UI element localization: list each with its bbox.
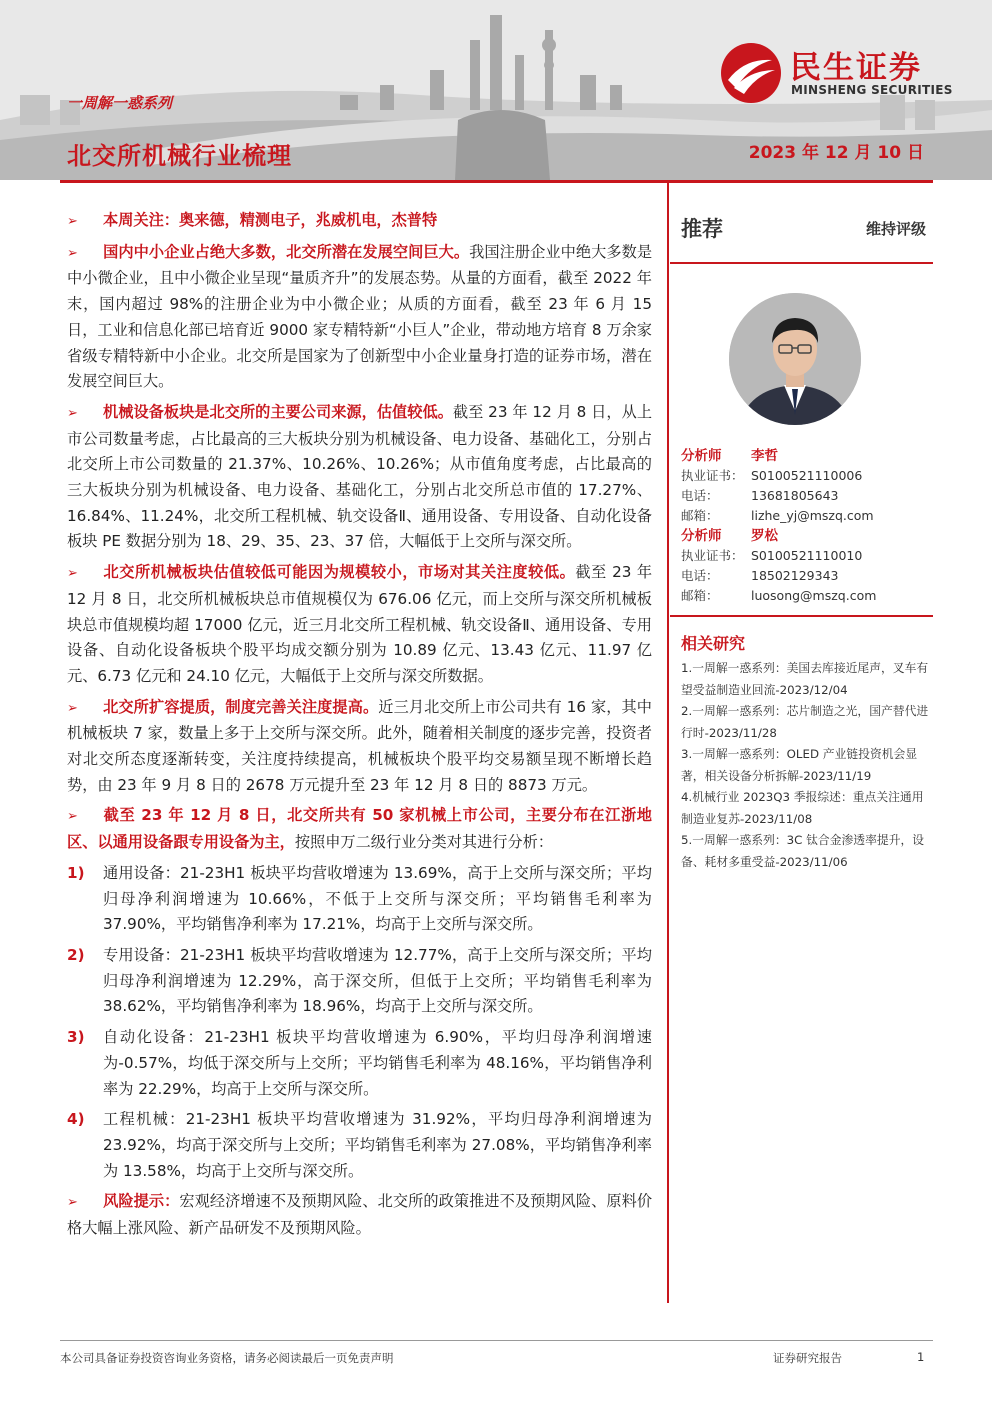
related-item[interactable]: 1.一周解一惑系列：美国去库接近尾声，叉车有望受益制造业回流-2023/12/04	[681, 661, 929, 697]
arrow-bullet-icon: ➢	[67, 809, 78, 825]
arrow-bullet-icon: ➢	[67, 214, 78, 229]
footer-doc-type: 证券研究报告	[773, 1351, 842, 1365]
paragraph-risk: ➢ 风险提示：宏观经济增速不及预期风险、北交所的政策推进不及预期风险、原料价格大幅上涨风险、新产品研发不及预期风险。	[67, 1192, 652, 1238]
related-item[interactable]: 4.机械行业 2023Q3 季报综述：重点关注通用制造业复苏-2023/11/08	[681, 790, 924, 826]
list-item: 3) 自动化设备：21-23H1 板块平均营收增速为 6.90%，平均归母净利润增速为-0.57%，均低于深交所与上交所；平均销售毛利率为 48.16%，平均销售净利率为 22.29%，均高于上交所与深交所。	[67, 1028, 652, 1098]
company-logo	[720, 40, 965, 110]
paragraph-expansion: ➢ 北交所扩容提质，制度完善关注度提高。近三月北交所上市公司共有 16 家，其中机械板块 7 家，数量上多于上交所与深交所。此外，随着相关制度的逐步完善，投资者对北交所态度逐渐转变，关注度持续提高，机械板块个股平均交易额呈现不断增长趋势，由 23 年 9 月 8 日的 2678 万元提升至 23 年 12 月 8 日的 8873 万元。	[67, 697, 652, 794]
analyst-photo	[729, 293, 861, 425]
paragraph-focus: ➢ 本周关注：奥来德，精测电子，兆威机电，杰普特	[67, 208, 652, 235]
sidebar-divider	[670, 615, 933, 617]
footer-divider	[60, 1340, 933, 1341]
main-content	[67, 208, 652, 1247]
analyst-1-email[interactable]: 邮箱： lizhe_yj@mszq.com	[681, 508, 874, 523]
logo-chinese-text: 民生证券	[790, 50, 922, 86]
report-title: 北交所机械行业梳理	[67, 142, 292, 170]
column-divider	[667, 183, 669, 1303]
list-item: 4) 工程机械：21-23H1 板块平均营收增速为 31.92%，平均归母净利润增速为 23.92%，均高于深交所与上交所；平均销售毛利率为 27.08%，平均销售净利率为 13.58%，均高于上交所与深交所。	[67, 1110, 652, 1180]
arrow-bullet-icon: ➢	[67, 245, 78, 261]
paragraph-sme: ➢ 国内中小企业占绝大多数，北交所潜在发展空间巨大。我国注册企业中绝大多数是中小微企业，且中小微企业呈现“量质齐升”的发展态势。从量的方面看，截至 2022 年末，国内超过 98%的注册企业为中小微企业；从质的方面看，截至 23 年 6 月 15 日，工业和信息化部已培育近 9000 家专精特新“小巨人”企业，带动地方培育 8 万余家省级专精特新中小企业。北交所是国家为了创新型中小企业量身打造的证券市场，潜在发展空间巨大。	[67, 242, 652, 391]
header-divider	[60, 180, 933, 183]
related-item[interactable]: 5.一周解一惑系列：3C 钛合金渗透率提升，设备、耗材多重受益-2023/11/06	[681, 833, 925, 869]
arrow-bullet-icon: ➢	[67, 1195, 78, 1211]
paragraph-valuation: ➢ 机械设备板块是北交所的主要公司来源，估值较低。截至 23 年 12 月 8 日，从上市公司数量考虑，占比最高的三大板块分别为机械设备、电力设备、基础化工，分别占北交所上市公司数量的 21.37%、10.26%、10.26%；从市值角度考虑，占比最高的三大板块分别为机械设备、电力设备、基础化工，分别占北交所总市值的 17.27%、16.84%、11.24%，北交所工程机械、轨交设备Ⅱ、通用设备、专用设备、自动化设备板块 PE 数据分别为 18、29、35、23、37 倍，大幅低于上交所与深交所。	[67, 402, 653, 551]
report-series: 一周解一惑系列	[67, 94, 173, 112]
sidebar-divider	[670, 262, 933, 264]
list-item: 2) 专用设备：21-23H1 板块平均营收增速为 12.77%，高于上交所与深交所；平均归母净利润增速为 12.29%，高于深交所，但低于上交所；平均销售毛利率为 38.62%，平均销售净利率为 18.96%，均高于上交所与深交所。	[67, 945, 652, 1016]
paragraph-scale: ➢ 北交所机械板块估值较低可能因为规模较小，市场对其关注度较低。截至 23 年 12 月 8 日，北交所机械板块总市值规模仅为 676.06 亿元，而上交所与深交所机械板块总市值规模均超 17000 亿元，近三月北交所工程机械、轨交设备Ⅱ、通用设备、专用设备、自动化设备板块个股平均成交额分别为 10.89 亿元、13.43 亿元、11.97 亿元、6.73 亿元和 24.10 亿元，大幅低于上交所与深交所数据。	[67, 563, 653, 685]
related-research-title: 相关研究	[681, 634, 746, 653]
header-banner	[0, 0, 992, 180]
rating: 维持评级	[865, 220, 926, 238]
recommendation: 推荐	[681, 217, 723, 241]
related-research-list	[681, 658, 931, 873]
report-date: 2023 年 12 月 10 日	[748, 143, 924, 163]
logo-english-text: MINSHENG SECURITIES	[791, 83, 953, 97]
related-item[interactable]: 3.一周解一惑系列：OLED 产业链投资机会显著，相关设备分析拆解-2023/11/19	[681, 747, 918, 783]
arrow-bullet-icon: ➢	[67, 700, 78, 716]
paragraph-companies: ➢ 截至 23 年 12 月 8 日，北交所共有 50 家机械上市公司，主要分布在江浙地区、以通用设备跟专用设备为主，按照申万二级行业分类对其进行分析：	[67, 806, 652, 852]
analyst-2-phone: 电话： 18502129343	[681, 568, 839, 583]
arrow-bullet-icon: ➢	[67, 405, 78, 421]
arrow-bullet-icon: ➢	[67, 566, 78, 582]
analyst-2: 分析师 罗松	[681, 528, 778, 544]
list-item: 1) 通用设备：21-23H1 板块平均营收增速为 13.69%，高于上交所与深交所；平均归母净利润增速为 10.66%，不低于上交所与深交所；平均销售毛利率为 37.90%，平均销售净利率为 17.21%，均高于上交所与深交所。	[67, 863, 652, 934]
page-number: 1	[917, 1350, 925, 1364]
analyst-2-email[interactable]: 邮箱： luosong@mszq.com	[681, 588, 877, 603]
analyst-1-cert: 执业证书： S0100521110006	[681, 468, 863, 483]
analyst-1: 分析师 李哲	[681, 448, 778, 464]
analyst-portrait-icon	[729, 293, 861, 425]
minsheng-logo-icon	[720, 42, 782, 104]
analyst-1-phone: 电话： 13681805643	[681, 488, 839, 503]
footer-disclaimer: 本公司具备证券投资咨询业务资格，请务必阅读最后一页免责声明	[60, 1351, 394, 1365]
analyst-2-cert: 执业证书： S0100521110010	[681, 548, 863, 563]
related-item[interactable]: 2.一周解一惑系列：芯片制造之光，国产替代进行时-2023/11/28	[681, 704, 929, 740]
